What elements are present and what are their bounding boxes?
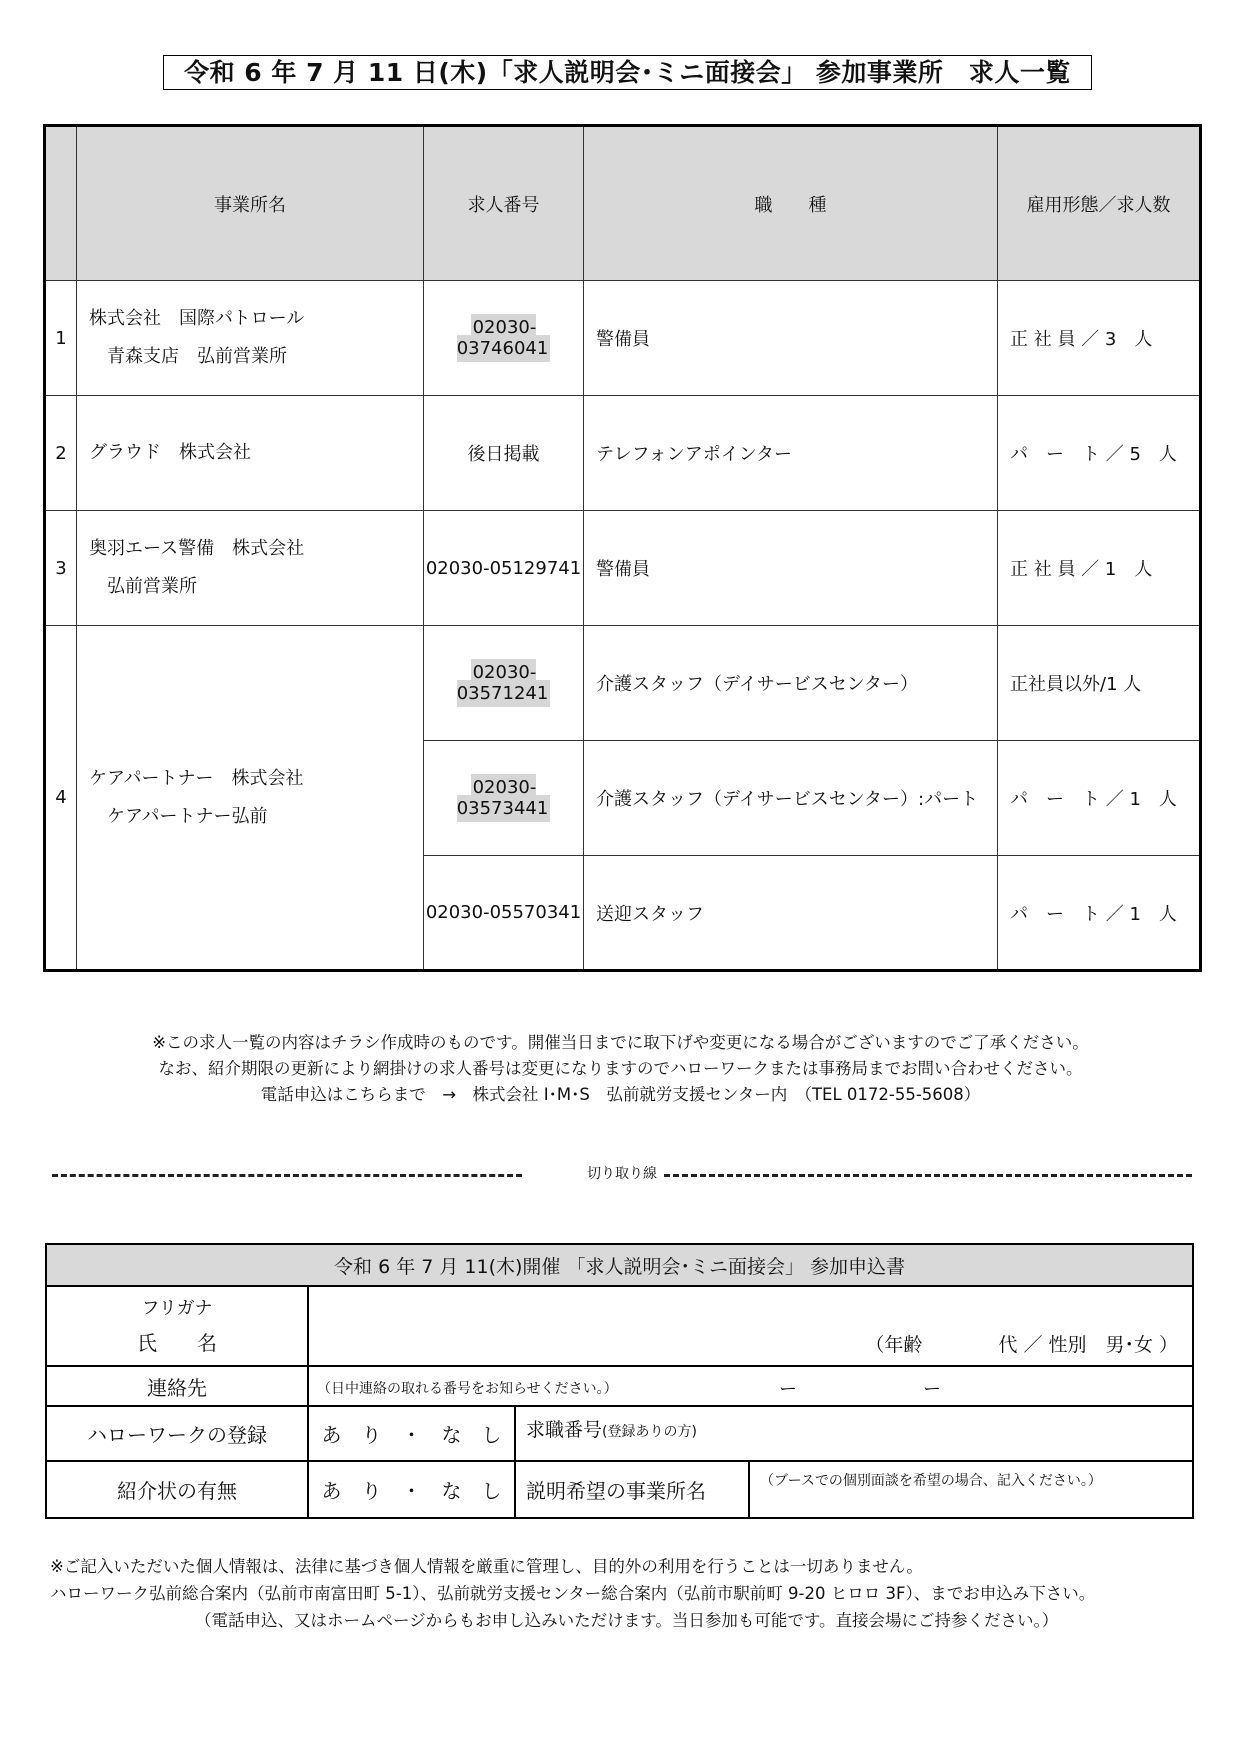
seeker-number-field[interactable] bbox=[515, 1406, 1193, 1461]
seeker-number-note: (登録ありの方) bbox=[602, 1424, 697, 1440]
company-line1: 奥羽エース警備 株式会社 bbox=[89, 538, 305, 559]
company-name bbox=[77, 626, 424, 971]
employment-count: パ ー ト ／ 5 人 bbox=[998, 396, 1201, 511]
row-number: 4 bbox=[45, 626, 77, 971]
company-name bbox=[77, 281, 424, 396]
table-row bbox=[45, 396, 1201, 511]
table-row bbox=[45, 281, 1201, 396]
job-type: 送迎スタッフ bbox=[584, 856, 998, 971]
header-company: 事業所名 bbox=[77, 126, 424, 281]
employment-count: 正 社 員 ／ 3 人 bbox=[998, 281, 1201, 396]
employment-count: パ ー ト ／ 1 人 bbox=[998, 741, 1201, 856]
employment-count: パ ー ト ／ 1 人 bbox=[998, 856, 1201, 971]
company-line2: ケアパートナー弘前 bbox=[89, 805, 268, 827]
job-number: 02030-03746041 bbox=[457, 314, 551, 362]
header-index bbox=[45, 126, 77, 281]
furigana-label: フリガナ bbox=[141, 1298, 213, 1319]
hw-registration-label: ハローワークの登録 bbox=[46, 1406, 308, 1461]
header-employment: 雇用形態／求人数 bbox=[998, 126, 1201, 281]
header-job-type: 職 種 bbox=[584, 126, 998, 281]
job-list-table bbox=[43, 124, 1202, 972]
table-header-row bbox=[45, 126, 1201, 281]
referral-label: 紹介状の有無 bbox=[46, 1461, 308, 1518]
footer-line1: ※ご記入いただいた個人情報は、法律に基づき個人情報を厳重に管理し、目的外の利用を行うことは一切ありません。 bbox=[50, 1557, 923, 1576]
notes-block bbox=[0, 1030, 1241, 1108]
header-job-no: 求人番号 bbox=[424, 126, 584, 281]
name-field[interactable] bbox=[308, 1286, 1193, 1366]
row-number: 1 bbox=[45, 281, 77, 396]
employment-count: 正社員以外/1 人 bbox=[998, 626, 1201, 741]
job-type: 警備員 bbox=[584, 511, 998, 626]
table-row bbox=[45, 511, 1201, 626]
row-number: 3 bbox=[45, 511, 77, 626]
form-heading: 令和 6 年 7 月 11(木)開催 「求人説明会･ミニ面接会」 参加申込書 bbox=[46, 1244, 1193, 1286]
company-name bbox=[77, 511, 424, 626]
note-line1: ※この求人一覧の内容はチラシ作成時のものです。開催当日までに取下げや変更になる場合がございますのでご了承ください。 bbox=[152, 1033, 1089, 1052]
job-type: 介護スタッフ（デイサービスセンター）:パート bbox=[584, 741, 998, 856]
footer-notes bbox=[50, 1553, 1200, 1634]
job-number-cell bbox=[424, 281, 584, 396]
job-number: 後日掲載 bbox=[424, 396, 584, 511]
contact-note: （日中連絡の取れる番号をお知らせください。） bbox=[317, 1381, 618, 1397]
job-number: 02030-05129741 bbox=[424, 511, 584, 626]
note-line3: 電話申込はこちらまで → 株式会社 I･M･S 弘前就労支援センター内 （TEL 0172-55-5608） bbox=[260, 1085, 981, 1104]
cut-line-label: 切り取り線 bbox=[587, 1166, 657, 1182]
name-label-text: 氏 名 bbox=[137, 1331, 217, 1355]
note-line2: なお、紹介期限の更新により網掛けの求人番号は変更になりますのでハローワークまたは事務局までお問い合わせください。 bbox=[158, 1059, 1083, 1078]
company-line1: 株式会社 国際パトロール bbox=[89, 308, 305, 329]
job-number: 02030-03571241 bbox=[457, 659, 551, 707]
page-title: 令和 6 年 7 月 11 日(木)「求人説明会･ミニ面接会」 参加事業所 求人一覧 bbox=[163, 55, 1092, 90]
job-type: 介護スタッフ（デイサービスセンター） bbox=[584, 626, 998, 741]
employment-count: 正 社 員 ／ 1 人 bbox=[998, 511, 1201, 626]
booth-note: （ブースでの個別面談を希望の場合、記入ください。） bbox=[760, 1473, 1102, 1489]
footer-line3: （電話申込、又はホームページからもお申し込みいただけます。当日参加も可能です。直接会場にご持参ください。） bbox=[195, 1611, 1059, 1630]
contact-field[interactable] bbox=[308, 1366, 1193, 1406]
hw-registration-choice[interactable]: あ り ・ な し bbox=[308, 1406, 515, 1461]
job-number-cell bbox=[424, 626, 584, 741]
table-row bbox=[45, 626, 1201, 741]
contact-label: 連絡先 bbox=[46, 1366, 308, 1406]
job-number: 02030-03573441 bbox=[457, 774, 551, 822]
row-number: 2 bbox=[45, 396, 77, 511]
referral-choice[interactable]: あ り ・ な し bbox=[308, 1461, 515, 1518]
company-wish-field[interactable] bbox=[749, 1461, 1193, 1518]
company-name: グラウド 株式会社 bbox=[77, 396, 424, 511]
contact-dashes: ー ー bbox=[779, 1379, 941, 1400]
name-label bbox=[46, 1286, 308, 1366]
job-number: 02030-05570341 bbox=[424, 856, 584, 971]
company-line1: ケアパートナー 株式会社 bbox=[89, 767, 304, 789]
company-line2: 弘前営業所 bbox=[89, 576, 197, 597]
job-number-cell bbox=[424, 741, 584, 856]
job-type: テレフォンアポインター bbox=[584, 396, 998, 511]
job-type: 警備員 bbox=[584, 281, 998, 396]
seeker-number-label: 求職番号 bbox=[526, 1419, 603, 1441]
footer-line2: ハローワーク弘前総合案内（弘前市南富田町 5-1）、弘前就労支援センター総合案内（弘前市駅前町 9-20 ヒロロ 3F）、までお申込み下さい。 bbox=[50, 1584, 1096, 1603]
company-wish-label: 説明希望の事業所名 bbox=[515, 1461, 749, 1518]
application-form bbox=[45, 1243, 1194, 1519]
cut-line bbox=[52, 1163, 1192, 1187]
company-line2: 青森支店 弘前営業所 bbox=[89, 346, 287, 367]
cut-dash-right bbox=[664, 1174, 1192, 1177]
age-gender-text: （年齢 代 ／ 性別 男･女 ） bbox=[865, 1334, 1179, 1356]
